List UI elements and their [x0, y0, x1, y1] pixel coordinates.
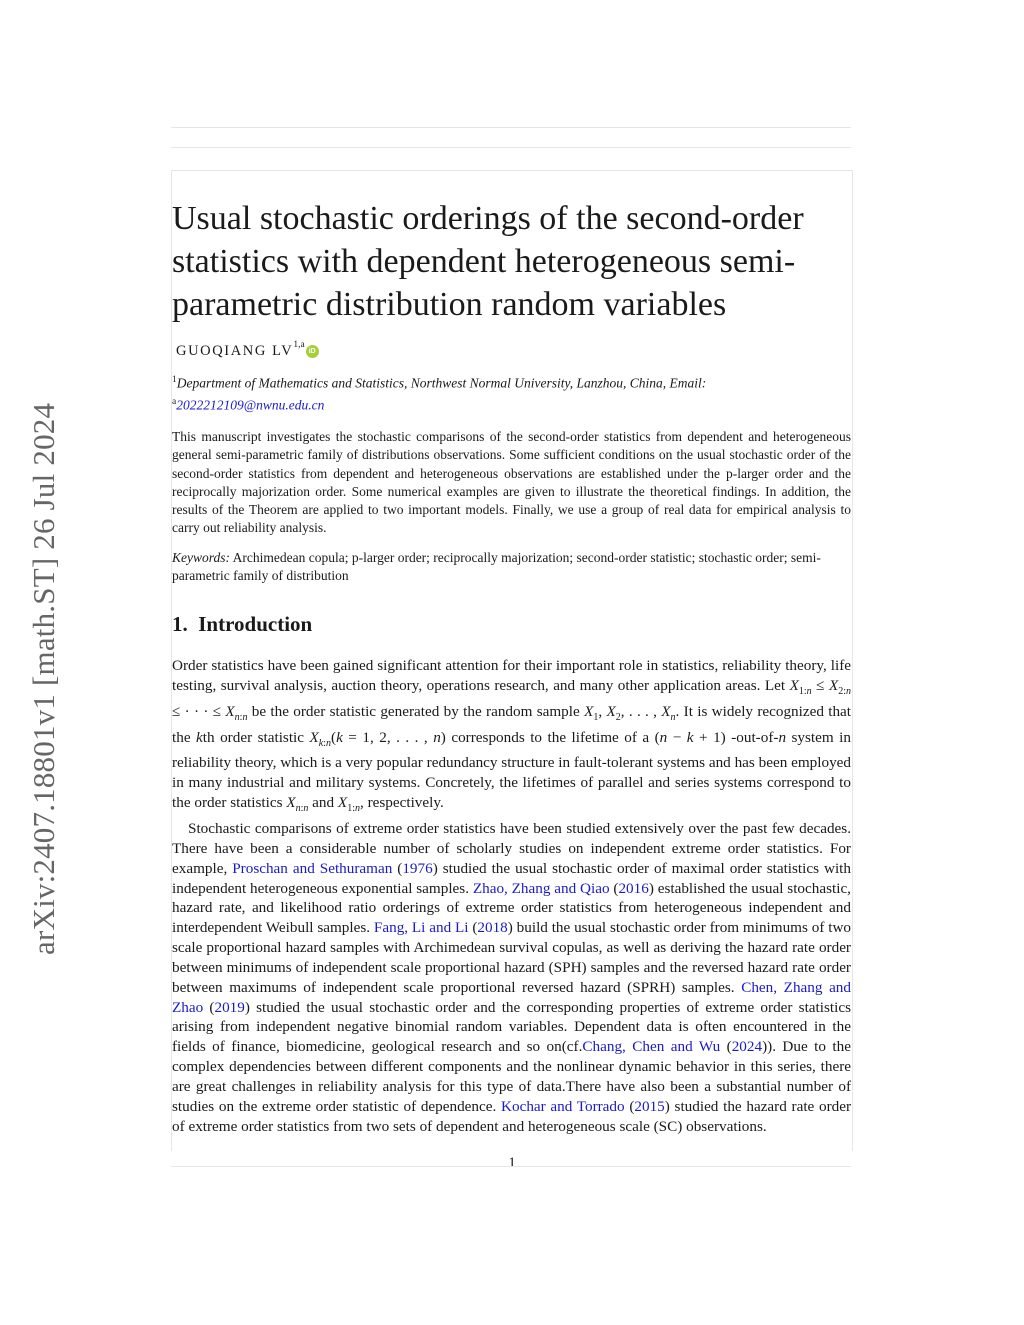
citation-year-link[interactable]: 1976: [402, 859, 433, 877]
citation-year-link[interactable]: 2016: [618, 879, 649, 897]
affiliation: [172, 371, 852, 414]
introduction-body: [172, 656, 851, 1137]
author-affil-mark: 1,a: [293, 340, 305, 350]
paragraph: Stochastic comparisons of extreme order statistics have been studied extensively over the past few decades. There have been a considerable number of scholarly studies on independent extreme order statistics. For example, Proschan and Sethuraman (1976) studied the usual stochastic order of maximal order statistics with independent heterogeneous exponential samples. Zhao, Zhang and Qiao (2016) established the usual stochastic, hazard rate, and likelihood ratio orderings of extreme order statistics from heterogeneous independent and interdependent Weibull samples. Fang, Li and Li (2018) build the usual stochastic order from minimums of two scale proportional hazard samples with Archimedean survival copulas, as well as deriving the hazard rate order between minimums of independent scale proportional hazard (SPH) samples and the reversed hazard rate order between maximums of independent scale proportional reversed hazard (SPRH) samples. Chen, Zhang and Zhao (2019) studied the usual stochastic order and the corresponding properties of extreme order statistics arising from independent negative binomial random variables. Dependent data is often encountered in the fields of finance, biomedicine, geological research and so on(cf.Chang, Chen and Wu (2024)). Due to the complex dependencies between different components and the nonlinear dynamic behavior in this series, there are great challenges in reliability analysis for this type of data.There have also been a substantial number of studies on the extreme order statistic of dependence. Kochar and Torrado (2015) studied the hazard rate order of extreme order statistics from two sets of dependent and heterogeneous scale (SC) observations.: [172, 820, 852, 1135]
author-line: [176, 342, 319, 360]
section-number: 1.: [172, 612, 188, 636]
citation-year-link[interactable]: 2019: [214, 998, 245, 1016]
paper-title: Usual stochastic orderings of the second-order statistics with dependent heterogeneous semi-parametric distribution random variables: [172, 200, 804, 323]
author-name: GUOQIANG LV: [176, 342, 294, 359]
citation-year-link[interactable]: 2024: [731, 1038, 763, 1056]
email-link[interactable]: 2022212109@nwnu.edu.cn: [176, 397, 325, 412]
section-heading: [172, 612, 312, 637]
affil-text: Department of Mathematics and Statistics, Northwest Normal University, Lanzhou, China, Email:: [176, 375, 707, 391]
abstract: This manuscript investigates the stochastic comparisons of the second-order statistics from dependent and heterogeneous general semi-parametric family of distributions observations. Some sufficient conditions on the usual stochastic order of the second-order statistics from dependent and heterogeneous observations are established under the p-larger order and the reciprocally majorization order. Some numerical examples are given to illustrate the theoretical findings. In addition, the results of the Theorem are applied to two important models. Finally, we use a group of real data for empirical analysis to carry out reliability analysis.: [172, 429, 851, 536]
citation-link[interactable]: Chang, Chen and Wu: [582, 1038, 721, 1056]
affil-mark: 1: [172, 375, 177, 385]
section-title: Introduction: [198, 612, 313, 636]
page-number: 1: [508, 1155, 516, 1171]
arxiv-identifier: arXiv:2407.18801v1 [math.ST] 26 Jul 2024: [26, 402, 61, 955]
keywords-text: Archimedean copula; p-larger order; reciprocally majorization; second-order statistic; stochastic order; semi-parametric family of distribution: [172, 550, 821, 584]
keywords-label: Keywords:: [172, 550, 230, 565]
citation-link[interactable]: Kochar and Torrado: [501, 1097, 625, 1115]
orcid-icon[interactable]: iD: [306, 345, 319, 358]
header-rule-bottom: [171, 147, 851, 148]
paragraph: Order statistics have been gained significant attention for their important role in statistics, reliability theory, life testing, survival analysis, auction theory, operations research, and many other application areas. Let $X_{1:n} \le X_{2:n}$ ≤ · · · ≤ $X_{n:n}$ be the order statistic generated by the random sample $X_1$, $X_2$, . . . , $X_n$. It is widely recognized that the kth order statistic $X_{k:n}(k = 1$, 2, . . . , n) corresponds to the lifetime of a (n − k + 1) -out-of-n system in reliability theory, which is a very popular redundancy structure in fault-tolerant systems and has been employed in many industrial and military systems. Concretely, the lifetimes of parallel and series systems correspond to the order statistics $X_{n:n}$ and $X_{1:n}$, respectively.: [172, 657, 852, 815]
footer-rule: [171, 1166, 851, 1167]
header-rule-top: [171, 127, 851, 128]
email-mark: a: [172, 396, 177, 407]
citation-year-link[interactable]: 2015: [634, 1097, 665, 1115]
keywords: [172, 549, 851, 586]
citation-link[interactable]: Zhao, Zhang and Qiao: [472, 879, 610, 897]
citation-link[interactable]: Chen, Zhang and Zhao: [172, 978, 851, 1016]
citation-year-link[interactable]: 2018: [477, 919, 508, 937]
citation-link[interactable]: Fang, Li and Li: [373, 919, 469, 937]
citation-link[interactable]: Proschan and Sethuraman: [232, 859, 393, 877]
